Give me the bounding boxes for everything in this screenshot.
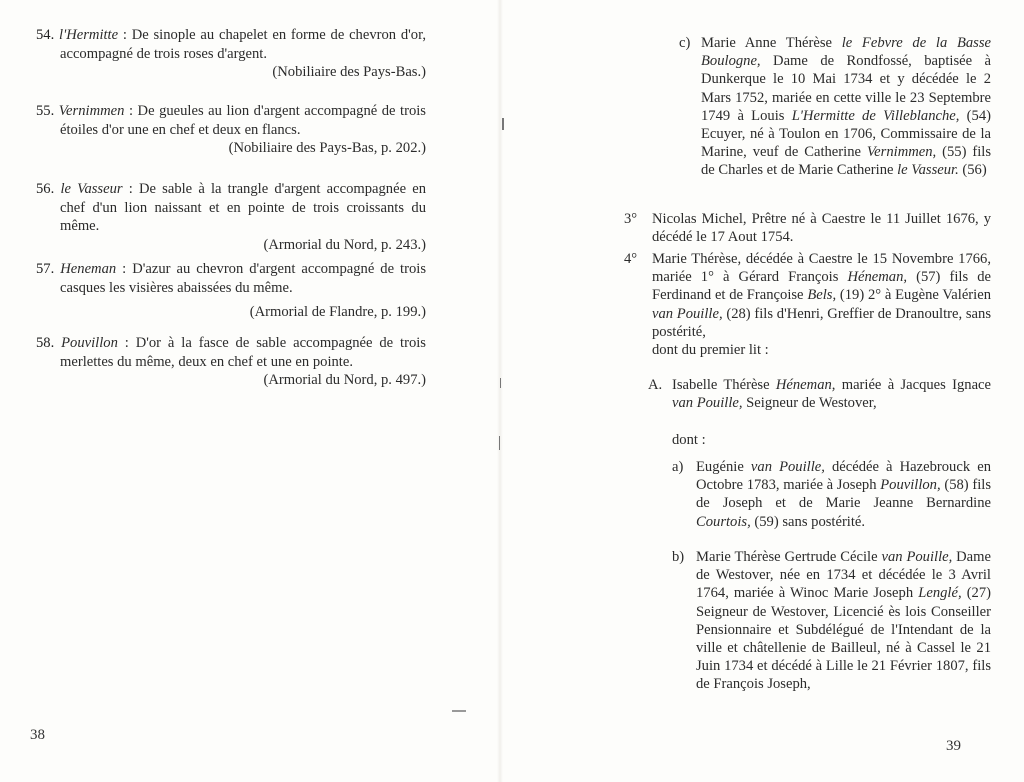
item-3: 3° Nicolas Michel, Prêtre né à Caestre le 11 Juillet 1676, y décédé le 17 Aout 1754. [624,211,991,246]
entry-54: 54. l'Hermitte : De sinople au chapelet en forme de chevron d'or, accompagné de trois roses d'argent. (Nobiliaire des Pays-Bas.) [36,27,426,81]
entry-text: D'or à la fasce de sable accompagnée de trois merlettes du même, deux en chef et une en pointe. [60,335,426,370]
entry-57: 57. Heneman : D'azur au chevron d'argent accompagné de trois casques les visières abaissées du même. (Armorial de Flandre, p. 199.) [36,261,427,321]
entry-text: De sable à la trangle d'argent accompagnée en chef d'un lion naissant et en pointe de trois croissants du même. [60,181,427,235]
dont-label: dont : [672,432,706,448]
entry-56: 56. le Vasseur : De sable à la trangle d'argent accompagnée en chef d'un lion naissant et en pointe de trois croissants du même. (Armorial du Nord, p. 243.) [36,181,427,253]
entry-source: (Armorial de Flandre, p. 199.) [249,304,426,321]
entry-source: (Nobiliaire des Pays-Bas.) [272,64,426,81]
gutter-mark [500,378,501,388]
entry-58: 58. Pouvillon : D'or à la fasce de sable accompagnée de trois merlettes du même, deux en chef et une en pointe. (Armorial du Nord, p. 497.) [36,335,426,389]
page-number-right: 39 [946,738,961,754]
item-c: c) Marie Anne Thérèse le Febvre de la Basse Boulogne, Dame de Rondfossé, baptisée à Dunkerque le 10 Mai 1734 et y décédée le 2 Mars 1752, mariée en cette ville le 23 Septembre 1749 à Louis L'Hermitte de Villeblanche, (54) Ecuyer, né à Toulon en 1706, Commissaire de la Marine, veuf de Catherine Vernimmen, (55) fils de Charles et de Marie Catherine le Vasseur. (56) [679,35,991,179]
entry-source: (Armorial du Nord, p. 243.) [263,236,426,253]
item-b: b) Marie Thérèse Gertrude Cécile van Pouille, Dame de Westover, née en 1734 et décédée le 3 Avril 1764, mariée à Winoc Marie Joseph Lenglé, (27) Seigneur de Westover, Licencié ès lois Conseiller Pensionnaire et Subdélégué de l'Intendant de la ville et châtellenie de Bailleul, né à Cassel le 21 Juin 1734 et décédé à Lille le 21 Février 1807, fils de François Joseph, [672,549,992,693]
item-4: 4° Marie Thérèse, décédée à Caestre le 15 Novembre 1766, mariée 1° à Gérard François Héneman, (57) fils de Ferdinand et de Françoise Bels, (19) 2° à Eugène Valérien van Pouille, (28) fils d'Henri, Greffier de Dranoultre, sans postérité, dont du premier lit : [624,251,991,359]
item-a: a) Eugénie van Pouille, décédée à Hazebrouck en Octobre 1783, mariée à Joseph Pouvillon, (58) fils de Joseph et de Marie Jeanne Bernardine Courtois, (59) sans postérité. [672,459,991,530]
entry-text: De sinople au chapelet en forme de chevron d'or, accompagné de trois roses d'argent. [60,27,426,62]
left-page [0,0,500,782]
gutter-mark [499,436,500,450]
gutter-mark [502,118,504,130]
page-number-left: 38 [30,727,45,743]
entry-55: 55. Vernimmen : De gueules au lion d'argent accompagné de trois étoiles d'or une en chef et deux en flancs. (Nobiliaire des Pays-Bas, p. 202.) [36,103,426,157]
right-page [512,0,1024,782]
entry-name: le Vasseur [60,181,123,197]
entry-name: Heneman [60,261,117,277]
gutter-mark [452,710,466,712]
entry-source: (Armorial du Nord, p. 497.) [263,372,426,389]
entry-name: Vernimmen [58,103,125,119]
entry-name: l'Hermitte [59,27,119,43]
entry-text: D'azur au chevron d'argent accompagné de trois casques les visières abaissées du même. [60,261,427,296]
entry-text: De gueules au lion d'argent accompagné de trois étoiles d'or une en chef et deux en flancs. [60,103,426,138]
entry-name: Pouvillon [61,335,118,351]
entry-source: (Nobiliaire des Pays-Bas, p. 202.) [228,140,426,157]
item-A: A. Isabelle Thérèse Héneman, mariée à Jacques Ignace van Pouille, Seigneur de Westover, [648,377,991,412]
